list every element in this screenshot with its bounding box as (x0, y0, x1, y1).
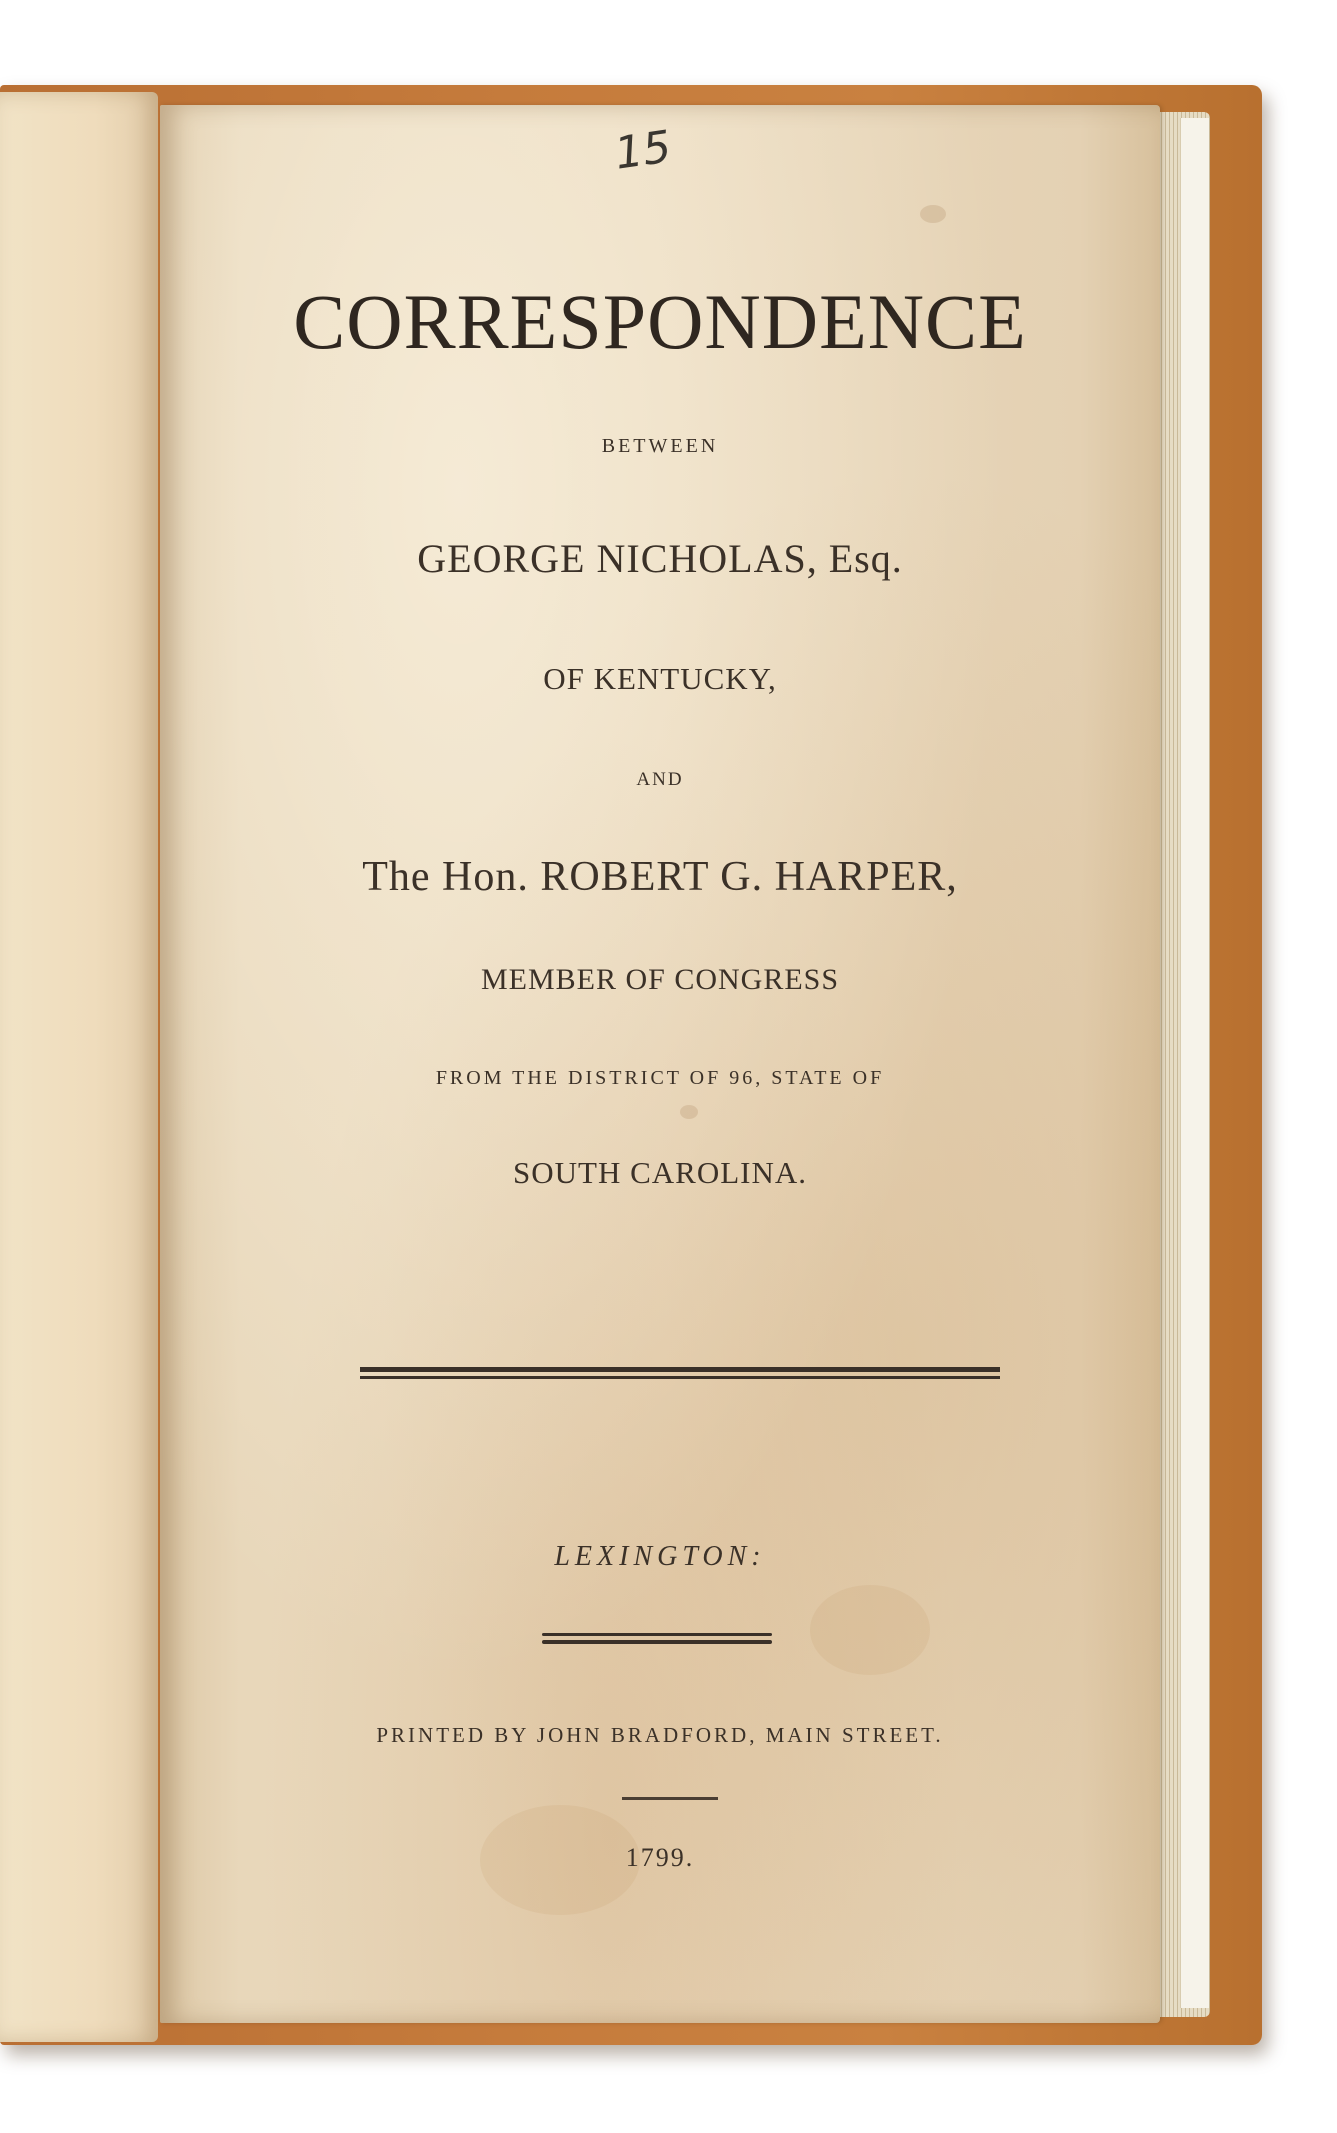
imprint-place: LEXINGTON: (554, 1541, 766, 1572)
short-rule-divider (542, 1633, 772, 1645)
left-blank-leaf (0, 92, 158, 2042)
conjunction-label: AND (636, 769, 684, 790)
foxing-spot (810, 1585, 930, 1675)
double-rule-divider (360, 1367, 1000, 1381)
page-title: CORRESPONDENCE (293, 278, 1027, 365)
title-page (160, 105, 1160, 2023)
first-party-origin: OF KENTUCKY, (543, 661, 777, 696)
endleaf (1180, 118, 1209, 2008)
first-party-name: GEORGE NICHOLAS, Esq. (417, 536, 903, 581)
imprint-year: 1799. (625, 1843, 695, 1872)
second-party-state: SOUTH CAROLINA. (513, 1155, 807, 1190)
tiny-rule-divider (622, 1797, 718, 1800)
second-party-office: MEMBER OF CONGRESS (480, 963, 840, 996)
between-label: BETWEEN (601, 435, 719, 457)
foxing-spot (680, 1105, 698, 1119)
imprint-printer: PRINTED BY JOHN BRADFORD, MAIN STREET. (376, 1723, 944, 1747)
handwritten-note: 15 (611, 121, 675, 180)
second-party-district: FROM THE DISTRICT OF 96, STATE OF (435, 1067, 885, 1089)
foxing-spot (920, 205, 946, 223)
second-party-name: The Hon. ROBERT G. HARPER, (362, 854, 958, 900)
